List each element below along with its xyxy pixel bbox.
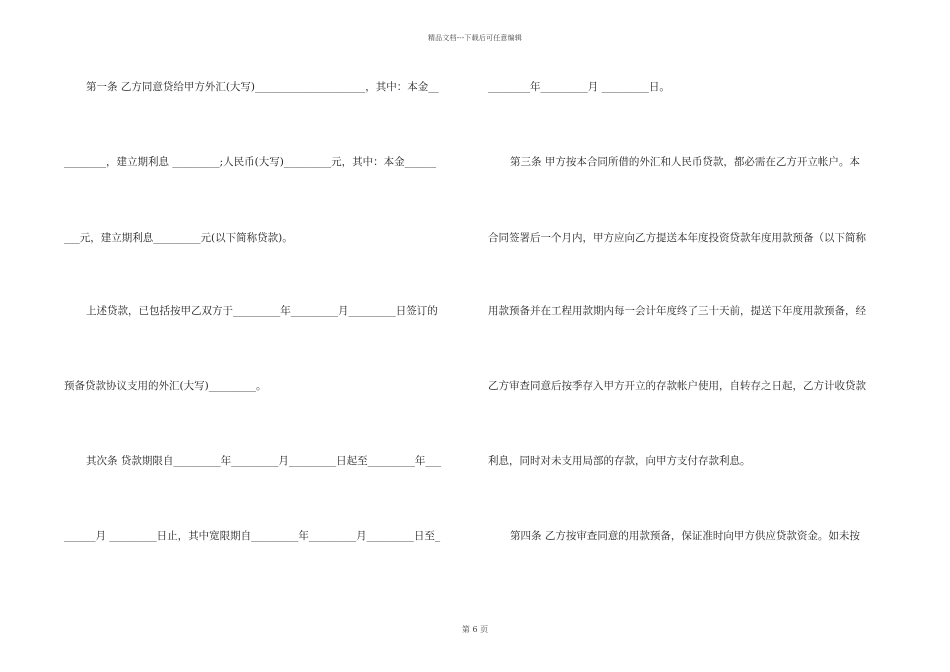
- paragraph-line: 利息，同时对未支用局部的存款，向甲方支付存款利息。: [488, 455, 751, 467]
- paragraph-line: 第四条 乙方按审查同意的用款预备，保证准时向甲方供应贷款资金。如未按: [510, 530, 860, 542]
- paragraph-line: ___元，建立期利息_________元(以下简称贷款)。: [64, 232, 293, 244]
- paragraph-line: 第一条 乙方同意贷给甲方外汇(大写)_____________________，其中：本金__: [86, 81, 439, 93]
- paragraph-line: 乙方审查同意后按季存入甲方开立的存款帐户使用，自转存之日起，乙方计收贷款: [488, 380, 866, 392]
- paragraph-line: 预备贷款协议支用的外汇(大写)_________。: [64, 380, 267, 392]
- paragraph-line: 合同签署后一个月内，甲方应向乙方提送本年度投资贷款年度用款预备（以下简称: [488, 232, 866, 244]
- paragraph-line: ______月 _________日止，其中宽限期自_________年_________月_________日至_: [64, 530, 441, 542]
- paragraph-line: 上述贷款，已包括按甲乙双方于_________年_________月_________日签订的: [86, 305, 438, 317]
- paragraph-line: 第三条 甲方按本合同所借的外汇和人民币贷款，都必需在乙方开立帐户。本: [510, 156, 860, 168]
- page-number: 第 6 页: [461, 625, 489, 634]
- paragraph-line: ________，建立期利息 _________;人民币(大写)_________元，其中：本金______: [64, 156, 437, 168]
- paragraph-line: 用款预备并在工程用款期内每一会计年度终了三十天前，提送下年度用款预备，经: [488, 305, 866, 317]
- paragraph-line: 其次条 贷款期限自_________年_________月_________日起至_________年___: [86, 455, 442, 467]
- page-header: 精品文档---下载后可任意编辑: [427, 34, 523, 42]
- paragraph-line: ________年_________月 _________日。: [488, 81, 670, 93]
